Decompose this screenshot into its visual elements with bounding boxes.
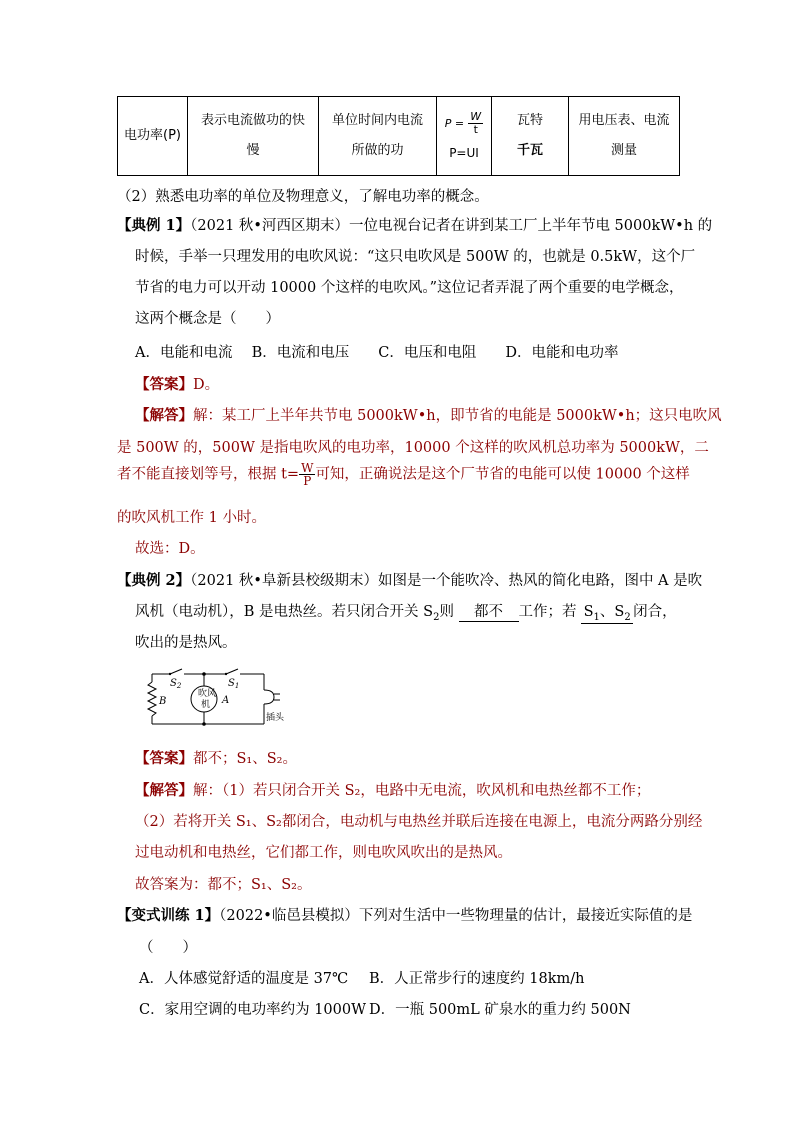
solution-fraction: $\frac{W}{P}$ <box>301 461 314 488</box>
answer-blank-1: 都不 <box>459 600 519 622</box>
example-1-options: A．电能和电流 B．电流和电压 C．电压和电阻 D．电能和电功率 <box>135 345 619 361</box>
cell-quantity: 电功率(P) <box>118 97 188 176</box>
cell-meaning: 表示电流做功的快 慢 <box>188 97 319 176</box>
cell-units: 瓦特 千瓦 <box>492 97 569 176</box>
label-s1: S <box>228 678 235 689</box>
option-b: B．人正常步行的速度约 18km/h <box>369 971 585 987</box>
option-c: C．家用空调的电功率约为 1000W <box>139 1002 367 1018</box>
plug-label: 插头 <box>266 713 285 723</box>
circuit-diagram <box>146 668 296 730</box>
motor-label-2: 机 <box>201 700 211 710</box>
formula-fraction: $\frac{W}{t}$ <box>470 109 482 136</box>
variant-tag: 【变式训练 1】 <box>117 907 220 924</box>
cell-definition: 单位时间内电流 所做的功 <box>319 97 437 176</box>
point-2: （2）熟悉电功率的单位及物理意义，了解电功率的概念。 <box>117 189 489 205</box>
property-table <box>117 96 680 176</box>
answer-blank-2: $S_1$、$S_2$ <box>581 600 633 624</box>
label-s2: S <box>170 678 177 689</box>
example-1-tag: 【典例 1】 <box>117 217 191 234</box>
label-a: A <box>222 695 230 706</box>
motor-label-1: 吹风 <box>198 689 217 699</box>
example-2-tag: 【典例 2】 <box>117 572 191 589</box>
label-b: B <box>159 696 167 707</box>
option-d: D．一瓶 500mL 矿泉水的重力约 500N <box>369 1002 631 1018</box>
svg-text:S2: $S_2$ <box>170 678 182 690</box>
cell-formula: P = $\frac{W}{t}$ P=UI <box>437 97 492 176</box>
cell-measure: 用电压表、电流 测量 <box>569 97 680 176</box>
option-a: A．人体感觉舒适的温度是 37℃ <box>139 971 349 987</box>
svg-text:S1: $S_1$ <box>228 678 240 690</box>
